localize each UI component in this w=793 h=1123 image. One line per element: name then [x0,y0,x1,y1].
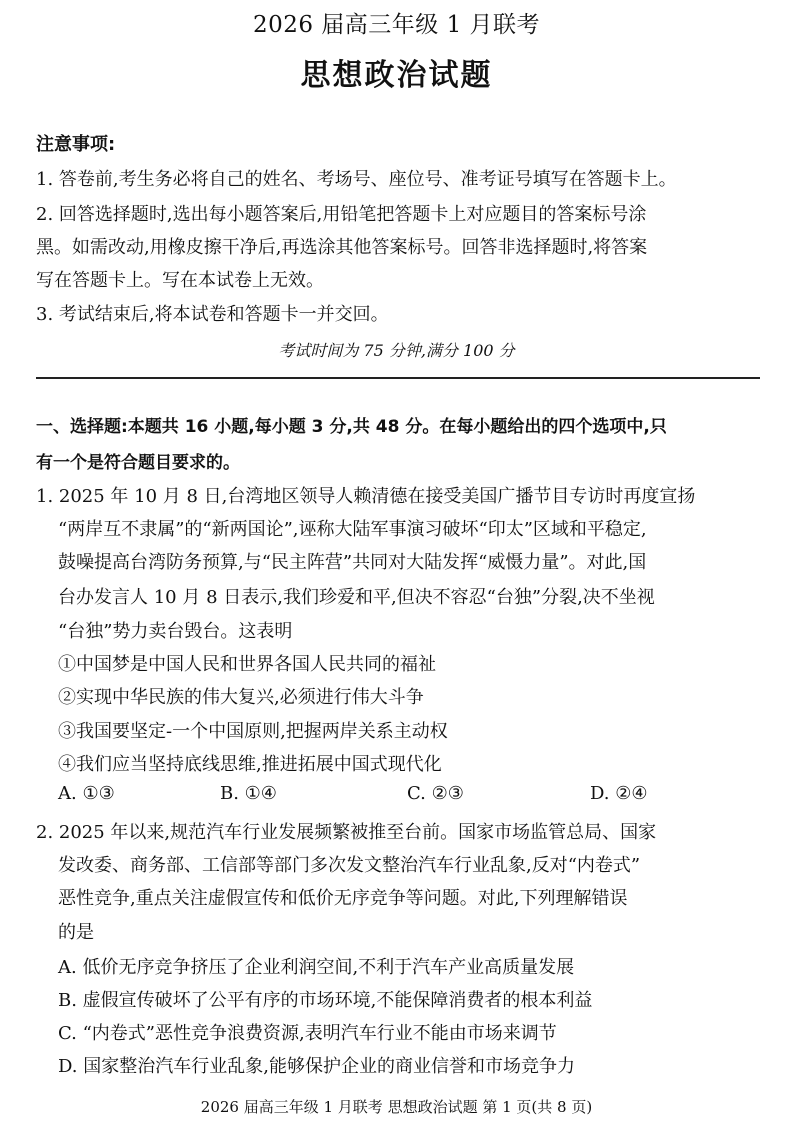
notice-title: 注意事项: [36,134,116,155]
notice-line: 写在答题卡上。写在本试卷上无效。 [36,270,324,291]
section-heading: 有一个是符合题目要求的。 [36,453,240,473]
q2-stem-line: 发改委、商务部、工信部等部门多次发文整治汽车行业乱象,反对“内卷式” [58,855,641,876]
divider [36,377,760,379]
q1-option-b: B. ①④ [220,783,277,804]
q1-statement: ③我国要坚定-一个中国原则,把握两岸关系主动权 [58,721,448,742]
q1-stem-line: 1. 2025 年 10 月 8 日,台湾地区领导人赖清德在接受美国广播节目专访时再度宣扬 [36,486,696,507]
q2-option-b: B. 虚假宣传破坏了公平有序的市场环境,不能保障消费者的根本利益 [58,990,593,1011]
notice-line: 2. 回答选择题时,选出每小题答案后,用铅笔把答题卡上对应题目的答案标号涂 [36,204,647,225]
page-footer: 2026 届高三年级 1 月联考 思想政治试题 第 1 页(共 8 页) [200,1098,593,1116]
q2-stem-line: 恶性竞争,重点关注虚假宣传和低价无序竞争等问题。对此,下列理解错误 [58,888,628,909]
exam-time-info: 考试时间为 75 分钟,满分 100 分 [278,341,515,360]
q1-option-d: D. ②④ [590,783,648,804]
q2-stem-line: 的是 [58,922,94,943]
q1-statement: ④我们应当坚持底线思维,推进拓展中国式现代化 [58,754,442,775]
q2-stem-line: 2. 2025 年以来,规范汽车行业发展频繁被推至台前。国家市场监管总局、国家 [36,822,657,843]
q2-option-c: C. “内卷式”恶性竞争浪费资源,表明汽车行业不能由市场来调节 [58,1023,557,1044]
q2-option-a: A. 低价无序竞争挤压了企业利润空间,不利于汽车产业高质量发展 [58,957,575,978]
q1-stem-line: “两岸互不隶属”的“新两国论”,诬称大陆军事演习破坏“印太”区域和平稳定, [58,519,647,540]
section-heading: 一、选择题:本题共 16 小题,每小题 3 分,共 48 分。在每小题给出的四个选项中,只 [36,417,667,437]
q1-option-c: C. ②③ [407,783,464,804]
q1-statement: ②实现中华民族的伟大复兴,必须进行伟大斗争 [58,687,424,708]
notice-line: 1. 答卷前,考生务必将自己的姓名、考场号、座位号、准考证号填写在答题卡上。 [36,169,677,190]
exam-header: 2026 届高三年级 1 月联考 [252,12,541,38]
notice-line: 3. 考试结束后,将本试卷和答题卡一并交回。 [36,304,389,325]
q2-option-d: D. 国家整治汽车行业乱象,能够保护企业的商业信誉和市场竞争力 [58,1056,575,1077]
q1-option-a: A. ①③ [58,783,115,804]
q1-stem-line: 台办发言人 10 月 8 日表示,我们珍爱和平,但决不容忍“台独”分裂,决不坐视 [58,587,655,608]
notice-line: 黑。如需改动,用橡皮擦干净后,再选涂其他答案标号。回答非选择题时,将答案 [36,237,648,258]
q1-stem-line: 鼓噪提高台湾防务预算,与“民主阵营”共同对大陆发挥“威慑力量”。对此,国 [58,552,647,573]
exam-subject-title: 思想政治试题 [300,58,493,93]
q1-statement: ①中国梦是中国人民和世界各国人民共同的福祉 [58,654,436,675]
q1-stem-line: “台独”势力卖台毁台。这表明 [58,621,293,642]
